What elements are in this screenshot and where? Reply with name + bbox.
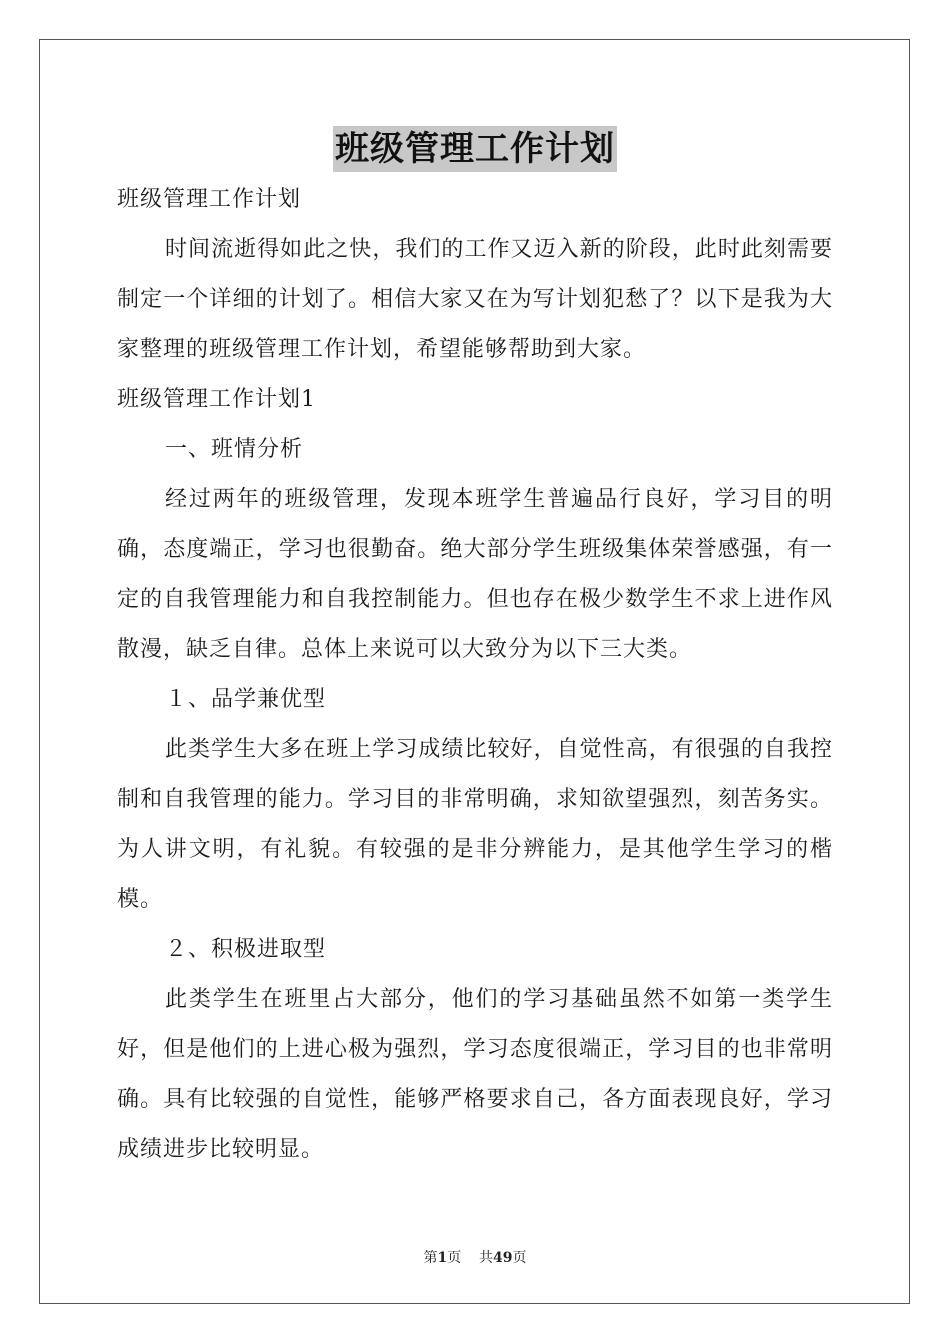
type1-paragraph: 此类学生大多在班上学习成绩比较好，自觉性高，有很强的自我控制和自我管理的能力。学习目的非常明确，求知欲望强烈，刻苦务实。为人讲文明，有礼貌。有较强的是非分辨能力，是其他学生学习的楷模。: [117, 737, 833, 912]
document-body: [117, 175, 833, 1175]
page-footer: [0, 1247, 950, 1267]
intro-paragraph: 时间流逝得如此之快，我们的工作又迈入新的阶段，此时此刻需要制定一个详细的计划了。相信大家又在为写计划犯愁了？以下是我为大家整理的班级管理工作计划，希望能够帮助到大家。: [117, 237, 833, 362]
title-container: [0, 126, 950, 172]
analysis-paragraph: 经过两年的班级管理，发现本班学生普遍品行良好，学习目的明确，态度端正，学习也很勤奋。绝大部分学生班级集体荣誉感强，有一定的自我管理能力和自我控制能力。但也存在极少数学生不求上进作风散漫，缺乏自律。总体上来说可以大致分为以下三大类。: [117, 487, 833, 662]
type2-paragraph: 此类学生在班里占大部分，他们的学习基础虽然不如第一类学生好，但是他们的上进心极为强烈，学习态度很端正，学习目的也非常明确。具有比较强的自觉性，能够严格要求自己，各方面表现良好，学习成绩进步比较明显。: [117, 987, 833, 1162]
part-heading: 一、班情分析: [165, 437, 304, 462]
section-heading: 班级管理工作计划1: [117, 387, 316, 412]
type1-heading: １、品学兼优型: [165, 687, 327, 712]
page-prefix: 第: [423, 1250, 438, 1266]
page-suffix: 页: [447, 1250, 462, 1266]
total-suffix: 页: [512, 1250, 527, 1266]
document-subtitle: 班级管理工作计划: [117, 187, 302, 212]
total-prefix: 共: [479, 1250, 494, 1266]
document-title: 班级管理工作计划: [333, 126, 617, 172]
page-number: 1: [437, 1250, 448, 1266]
total-pages: 49: [493, 1250, 513, 1266]
type2-heading: ２、积极进取型: [165, 937, 327, 962]
